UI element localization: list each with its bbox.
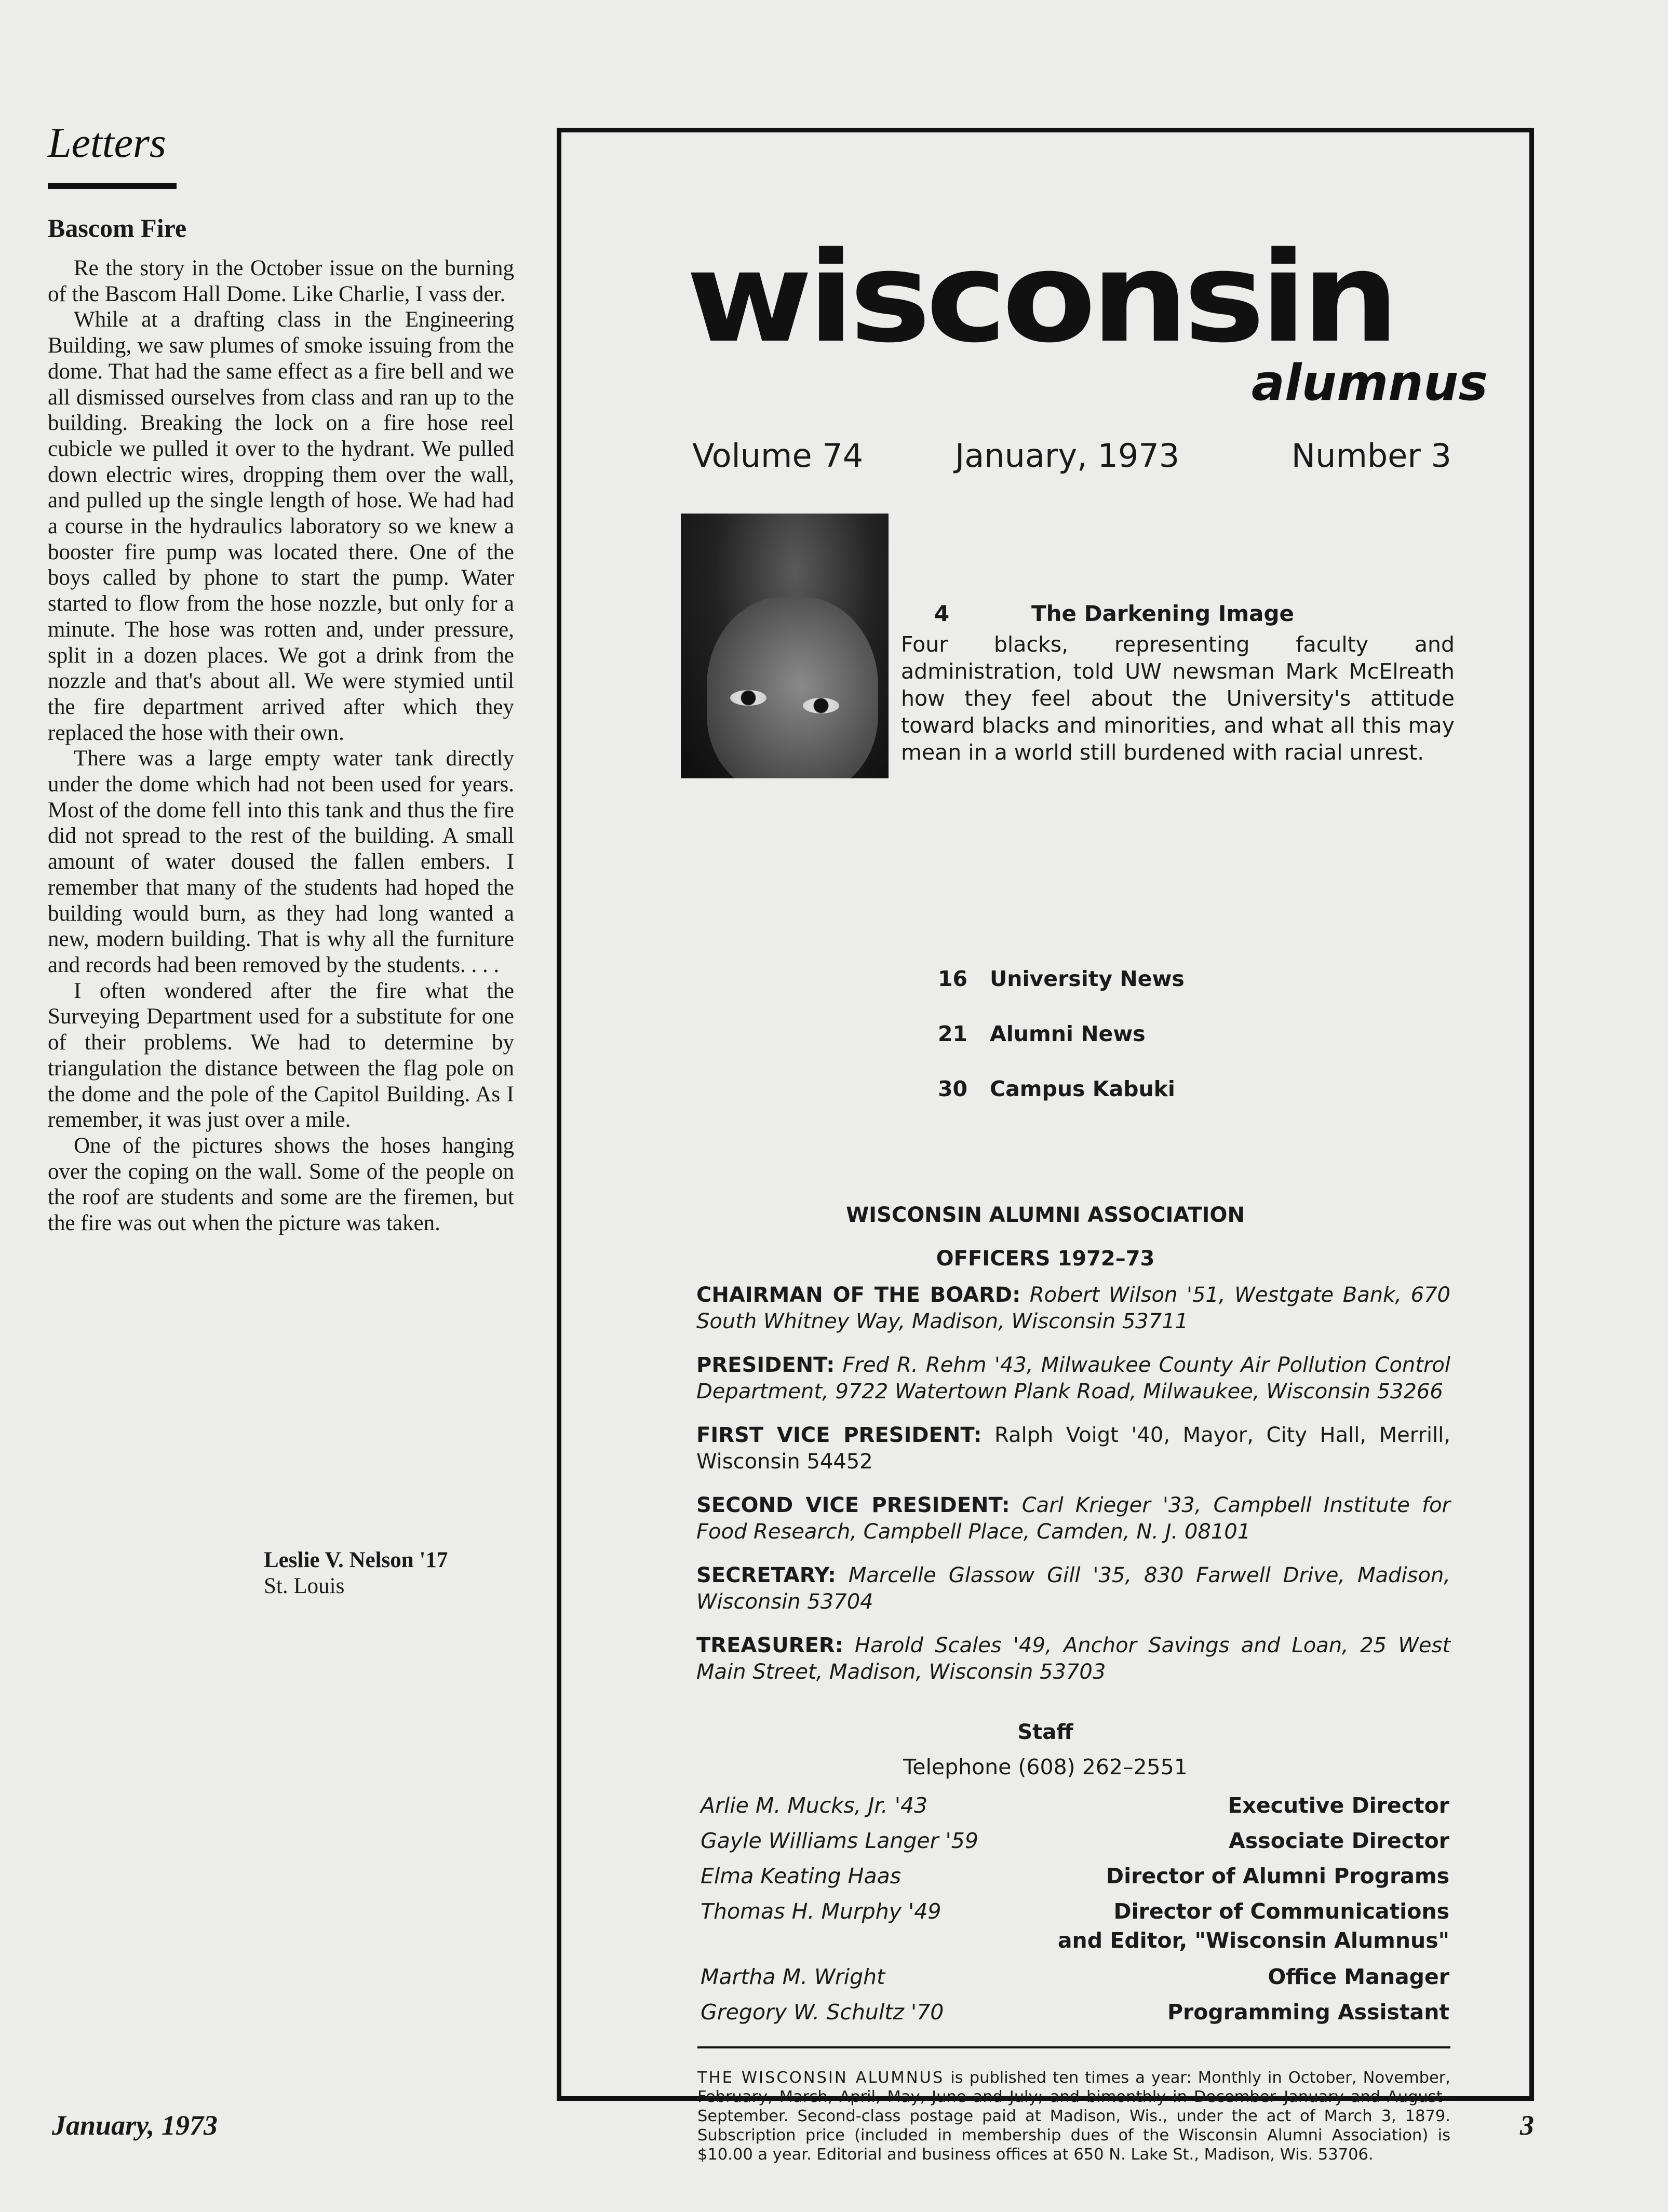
toc-title: Campus Kabuki — [990, 1076, 1175, 1101]
toc-title: Alumni News — [990, 1021, 1146, 1046]
staff-name: Gayle Williams Langer '59 — [701, 1828, 978, 1853]
officers-list — [696, 1282, 1450, 1703]
staff-name: Gregory W. Schultz '70 — [701, 2000, 944, 2025]
letter-heading: Bascom Fire — [48, 213, 187, 242]
feature-title: The Darkening Image — [1031, 601, 1295, 626]
officer-role: CHAIRMAN OF THE BOARD: — [696, 1283, 1021, 1307]
letter-paragraph: Re the story in the October issue on the burning of the Bascom Hall Dome. Like Charlie, I vass der. — [48, 256, 514, 306]
officer-entry — [696, 1562, 1450, 1615]
staff-heading: Staff — [1017, 1720, 1073, 1744]
toc-item[interactable] — [938, 966, 1185, 991]
feature-page-number: 4 — [934, 601, 950, 626]
magazine-logo-subtitle: alumnus — [1251, 355, 1488, 412]
toc-item[interactable] — [938, 1076, 1175, 1101]
staff-telephone: Telephone (608) 262–2551 — [903, 1755, 1188, 1779]
officer-info: Marcelle Glassow Gill '35, 830 Farwell Drive, Madison, Wisconsin 53704 — [696, 1563, 1451, 1614]
officer-role: SECRETARY: — [696, 1563, 836, 1587]
issue-volume: Volume 74 — [692, 437, 864, 475]
officer-entry — [696, 1352, 1450, 1405]
officer-info: Harold Scales '49, Anchor Savings and Loan, 25 West Main Street, Madison, Wisconsin 53703 — [696, 1634, 1450, 1684]
staff-title: Executive Director — [1228, 1793, 1449, 1818]
signature-name: Leslie V. Nelson '17 — [264, 1548, 448, 1572]
staff-name: Martha M. Wright — [701, 1964, 885, 1989]
toc-page-number: 30 — [938, 1076, 968, 1101]
staff-title: Programming Assistant — [1167, 2000, 1449, 2025]
publication-divider — [697, 2046, 1450, 2048]
masthead-box — [557, 128, 1534, 2164]
officer-entry — [696, 1282, 1450, 1335]
officers-heading: OFFICERS 1972–73 — [936, 1247, 1155, 1271]
staff-title: Associate Director — [1229, 1828, 1449, 1853]
eye-right — [803, 698, 839, 713]
magazine-logo: wisconsin — [686, 225, 1394, 370]
letter-paragraph: There was a large empty water tank directly under the dome which had not been used for years. Most of the dome fell into this tank and thus the fire did not spread to the rest of the building. A small amount of water doused the fallen embers. I remember that many of the students had hoped the building would burn, as they had long wanted a new, modern building. That is why all the furniture and records had been removed by the students. . . . — [48, 746, 514, 977]
letter-signature — [264, 1547, 448, 1599]
officer-info: Fred R. Rehm '43, Milwaukee County Air Pollution Control Department, 9722 Watertown Plank Road, Milwaukee, Wisconsin 53266 — [696, 1353, 1451, 1404]
officer-entry — [696, 1422, 1450, 1475]
officer-entry — [696, 1633, 1450, 1685]
toc-page-number: 16 — [938, 966, 968, 991]
officer-info: Carl Krieger '33, Campbell Institute for Food Research, Campbell Place, Camden, N. J. 08101 — [696, 1493, 1450, 1544]
officer-entry — [696, 1492, 1450, 1545]
officer-role: FIRST VICE PRESIDENT: — [696, 1423, 982, 1447]
signature-place: St. Louis — [264, 1574, 345, 1598]
letter-body — [48, 255, 514, 1236]
staff-title: Director of Alumni Programs — [1106, 1864, 1449, 1889]
footer-page-number: 3 — [1520, 2110, 1534, 2141]
toc-page-number: 21 — [938, 1021, 968, 1046]
feature-description: Four blacks, representing faculty and administration, told UW newsman Mark McElreath how they feel about the University's attitude toward blacks and minorities, and what all this may mean in a world still burdened with racial unrest. — [901, 632, 1455, 765]
officer-info: Ralph Voigt '40, Mayor, City Hall, Merrill, Wisconsin 54452 — [696, 1423, 1451, 1474]
footer-date: January, 1973 — [52, 2110, 218, 2141]
issue-date: January, 1973 — [955, 437, 1180, 475]
staff-title-line2: and Editor, "Wisconsin Alumnus" — [1057, 1928, 1449, 1953]
letter-paragraph: One of the pictures shows the hoses hanging over the coping on the wall. Some of the people on the roof are students and some are the firemen, but the fire was out when the picture was taken. — [48, 1133, 514, 1236]
staff-name: Elma Keating Haas — [701, 1864, 902, 1889]
association-name: WISCONSIN ALUMNI ASSOCIATION — [846, 1203, 1245, 1227]
staff-title: Director of Communications — [1113, 1899, 1449, 1924]
officer-info: Robert Wilson '51, Westgate Bank, 670 South Whitney Way, Madison, Wisconsin 53711 — [696, 1283, 1450, 1333]
staff-name: Thomas H. Murphy '49 — [701, 1899, 941, 1924]
toc-title: University News — [990, 966, 1185, 991]
publication-note-lead: THE WISCONSIN ALUMNUS — [697, 2069, 945, 2087]
letter-paragraph: I often wondered after the fire what the Surveying Department used for a substitute for one of their problems. We had to determine by triangulation the distance between the flag pole on the dome and the pole of the Capitol Building. As I remember, it was just over a mile. — [48, 978, 514, 1132]
staff-title: Office Manager — [1268, 1964, 1449, 1989]
face-shape — [707, 597, 878, 778]
toc-item[interactable] — [938, 1021, 1146, 1046]
issue-number: Number 3 — [1291, 437, 1451, 475]
section-title: Letters — [48, 119, 166, 166]
eye-left — [730, 690, 766, 706]
officer-role: TREASURER: — [696, 1634, 843, 1657]
cover-photo — [681, 514, 889, 778]
section-title-rule — [48, 183, 177, 189]
publication-note-text: is published ten times a year: Monthly in October, November, February, March, April, May, June and July; and bimonthly in December–January and August–September. Second-class postage paid at Madison, Wis., under the act of March 3, 1879. Subscription price (included in membership dues of the Wisconsin Alumni Association) is $10.00 a year. Editorial and business offices at 650 N. Lake St., Madison, Wis. 53706. — [697, 2069, 1450, 2164]
staff-name: Arlie M. Mucks, Jr. '43 — [701, 1793, 928, 1818]
officer-role: SECOND VICE PRESIDENT: — [696, 1493, 1010, 1517]
officer-role: PRESIDENT: — [696, 1353, 835, 1377]
publication-note — [697, 2068, 1450, 2164]
letter-paragraph: While at a drafting class in the Engineering Building, we saw plumes of smoke issuing from the dome. That had the same effect as a fire bell and we all dismissed ourselves from class and ran up to the building. Breaking the lock on a fire hose reel cubicle we pulled it over to the hydrant. We pulled down electric wires, dropping them over the wall, and pulled up the single length of hose. We had had a course in the hydraulics laboratory so we knew a booster fire pump was located there. One of the boys called by phone to start the pump. Water started to flow from the hose nozzle, but only for a minute. The hose was rotten and, under pressure, split in a dozen places. We got a drink from the nozzle and that's about all. We were stymied until the fire department arrived after which they replaced the hose with their own. — [48, 307, 514, 745]
